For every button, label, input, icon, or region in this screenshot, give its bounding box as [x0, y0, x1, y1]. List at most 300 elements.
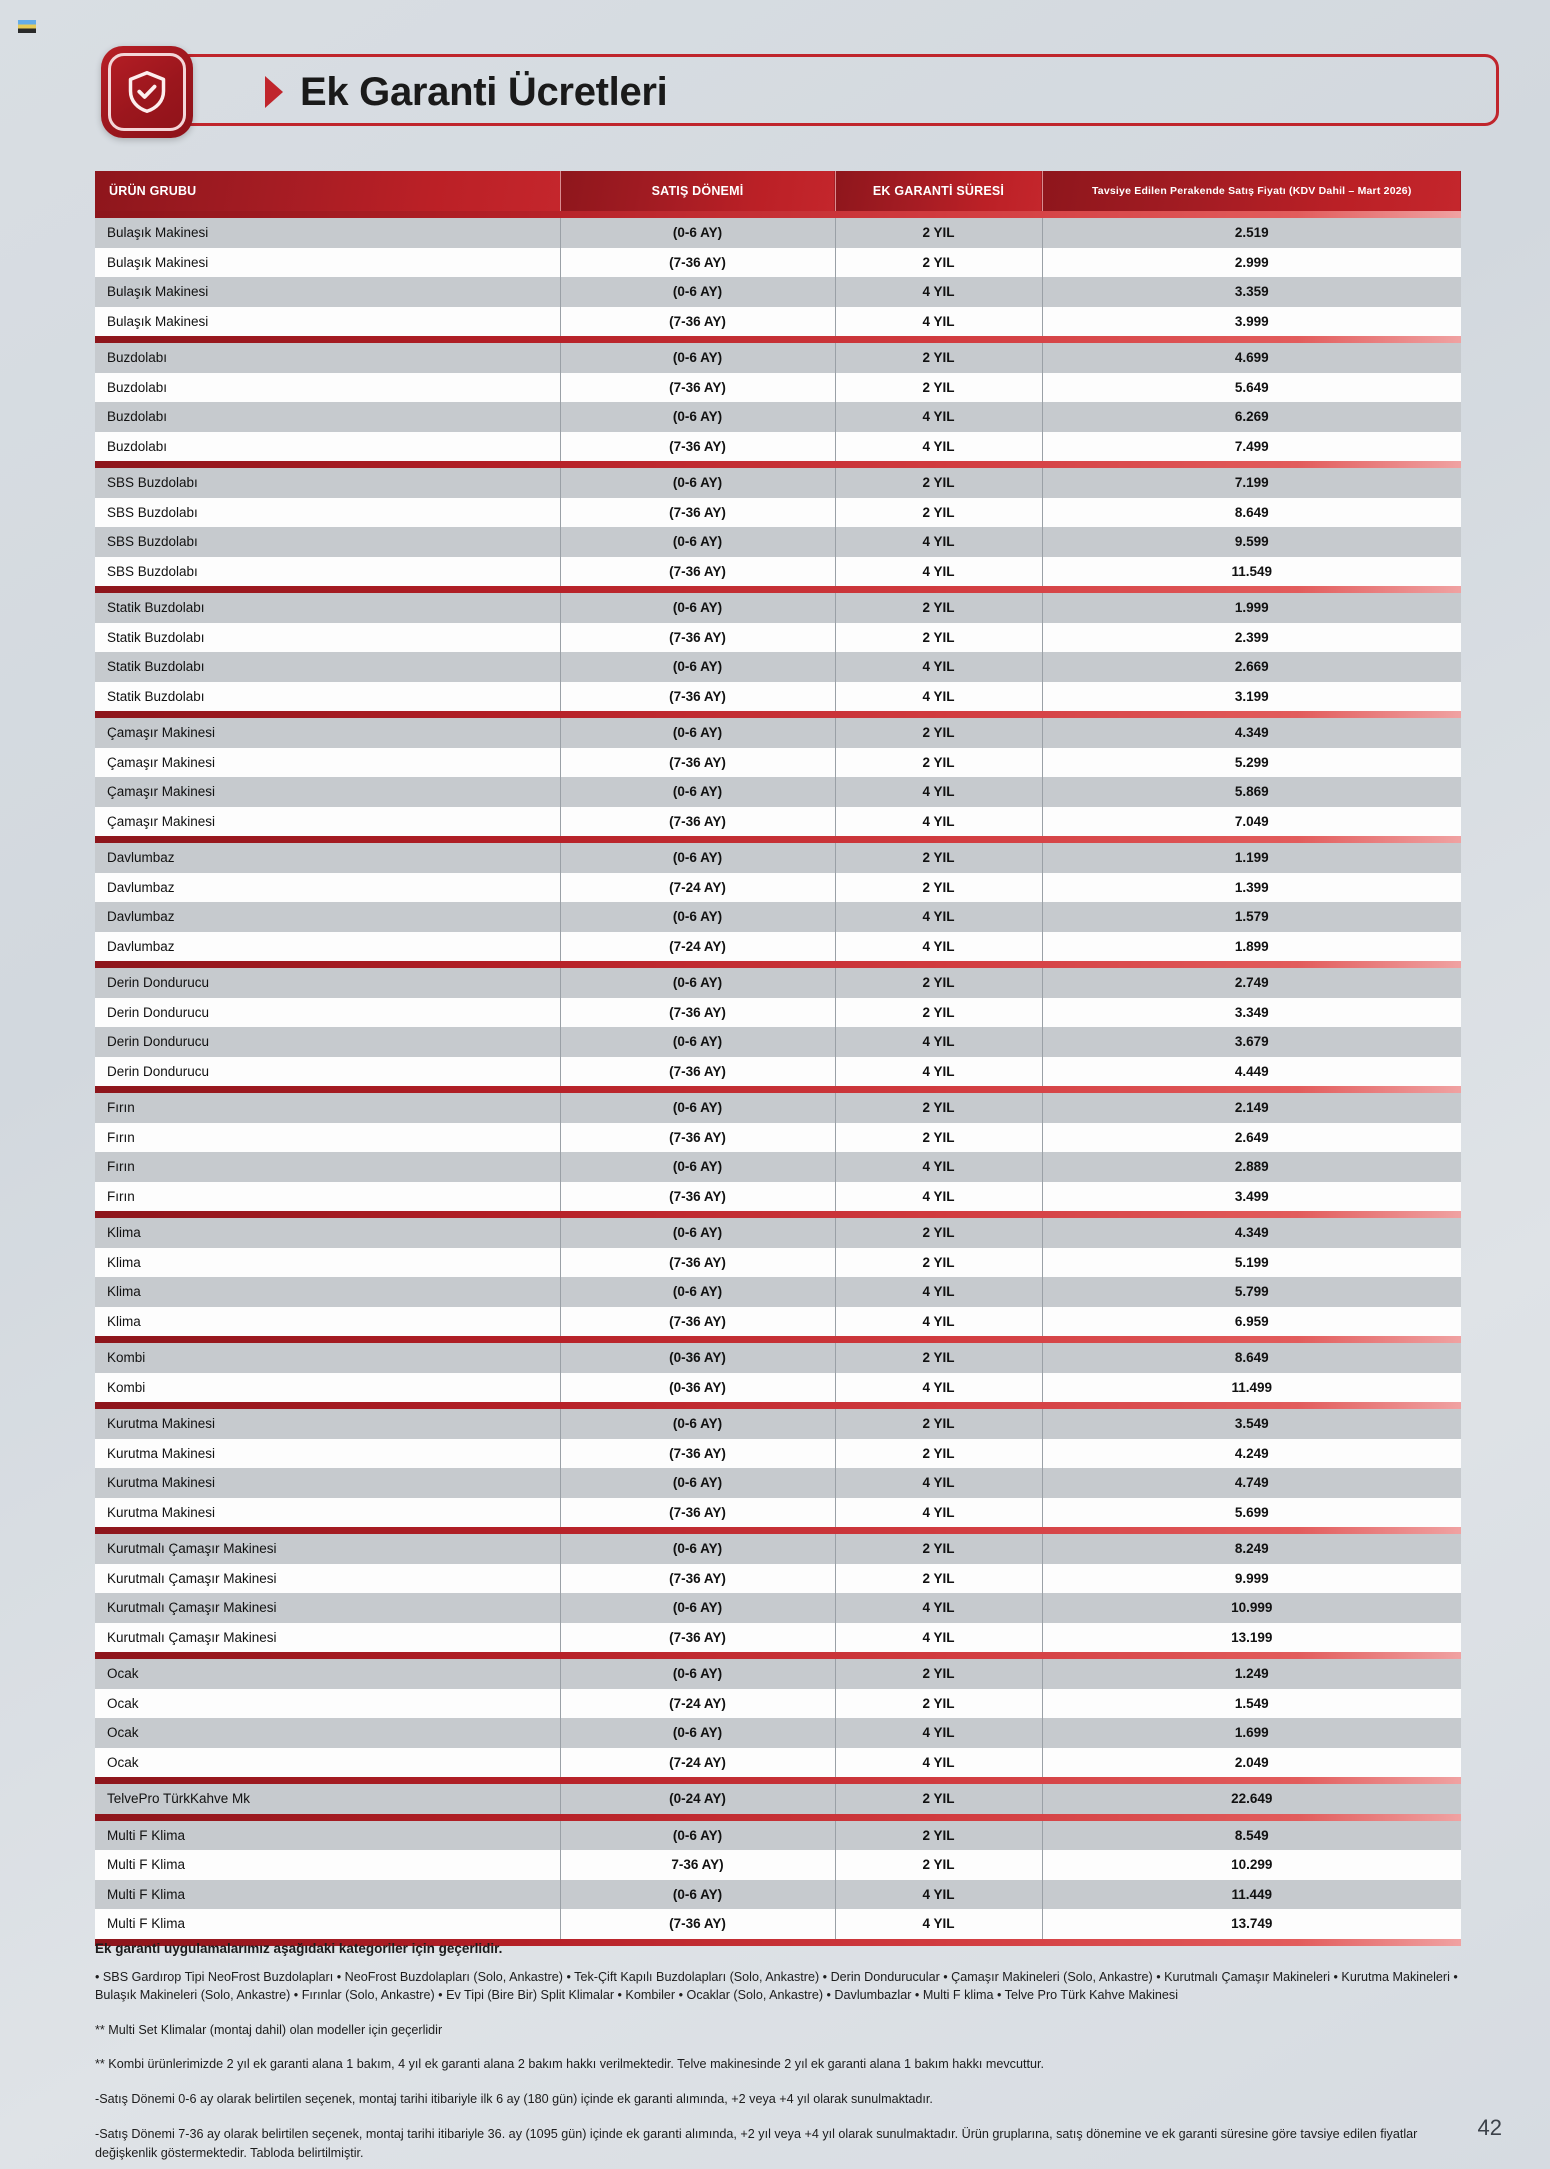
cell-sales-period: (0-6 AY) [560, 1277, 835, 1307]
cell-product-group: Davlumbaz [95, 873, 560, 903]
banner-notch [265, 76, 283, 108]
cell-price: 4.699 [1042, 343, 1461, 373]
cell-warranty-duration: 2 YIL [835, 373, 1042, 403]
cell-price: 10.299 [1042, 1850, 1461, 1880]
cell-warranty-duration: 2 YIL [835, 1409, 1042, 1439]
table-row [95, 1182, 1461, 1212]
cell-product-group: Davlumbaz [95, 932, 560, 962]
group-divider-bar [95, 1402, 1461, 1409]
cell-product-group: Çamaşır Makinesi [95, 748, 560, 778]
cell-product-group: Ocak [95, 1718, 560, 1748]
cell-price: 1.999 [1042, 593, 1461, 623]
cell-product-group: Bulaşık Makinesi [95, 218, 560, 248]
cell-product-group: Buzdolabı [95, 402, 560, 432]
table-row [95, 498, 1461, 528]
table-row [95, 652, 1461, 682]
cell-warranty-duration: 2 YIL [835, 968, 1042, 998]
cell-product-group: Ocak [95, 1659, 560, 1689]
cell-product-group: Kombi [95, 1343, 560, 1373]
cell-price: 4.749 [1042, 1468, 1461, 1498]
cell-product-group: Ocak [95, 1689, 560, 1719]
cell-warranty-duration: 4 YIL [835, 932, 1042, 962]
cell-warranty-duration: 2 YIL [835, 623, 1042, 653]
cell-product-group: Statik Buzdolabı [95, 593, 560, 623]
group-divider-bar [95, 336, 1461, 343]
table-row [95, 1093, 1461, 1123]
cell-product-group: SBS Buzdolabı [95, 557, 560, 587]
cell-warranty-duration: 4 YIL [835, 277, 1042, 307]
cell-product-group: Bulaşık Makinesi [95, 277, 560, 307]
cell-sales-period: (0-6 AY) [560, 1468, 835, 1498]
cell-product-group: Kurutma Makinesi [95, 1409, 560, 1439]
cell-sales-period: (7-24 AY) [560, 1689, 835, 1719]
group-divider [95, 1211, 1461, 1218]
cell-product-group: Kombi [95, 1373, 560, 1403]
cell-price: 8.649 [1042, 1343, 1461, 1373]
cell-price: 3.199 [1042, 682, 1461, 712]
group-divider [95, 586, 1461, 593]
cell-warranty-duration: 2 YIL [835, 1659, 1042, 1689]
cell-sales-period: (7-36 AY) [560, 998, 835, 1028]
group-divider-bar [95, 1086, 1461, 1093]
table-row [95, 1718, 1461, 1748]
cell-sales-period: (0-6 AY) [560, 1718, 835, 1748]
cell-warranty-duration: 2 YIL [835, 1564, 1042, 1594]
cell-product-group: Multi F Klima [95, 1850, 560, 1880]
cell-sales-period: (7-36 AY) [560, 498, 835, 528]
table-row [95, 468, 1461, 498]
cell-warranty-duration: 2 YIL [835, 998, 1042, 1028]
cell-warranty-duration: 2 YIL [835, 593, 1042, 623]
cell-product-group: Statik Buzdolabı [95, 652, 560, 682]
cell-product-group: Davlumbaz [95, 843, 560, 873]
cell-warranty-duration: 4 YIL [835, 1277, 1042, 1307]
cell-price: 2.749 [1042, 968, 1461, 998]
cell-sales-period: (7-36 AY) [560, 1057, 835, 1087]
cell-warranty-duration: 2 YIL [835, 843, 1042, 873]
table-row [95, 1909, 1461, 1939]
cell-price: 7.499 [1042, 432, 1461, 462]
cell-sales-period: (0-6 AY) [560, 593, 835, 623]
table-row [95, 932, 1461, 962]
table-row [95, 432, 1461, 462]
table-row [95, 593, 1461, 623]
cell-sales-period: (0-6 AY) [560, 843, 835, 873]
footnote-note-1: ** Multi Set Klimalar (montaj dahil) olan modeller için geçerlidir [95, 2022, 443, 2037]
cell-sales-period: (7-24 AY) [560, 873, 835, 903]
cell-price: 5.699 [1042, 1498, 1461, 1528]
table-row [95, 1534, 1461, 1564]
cell-warranty-duration: 4 YIL [835, 1182, 1042, 1212]
cell-product-group: Derin Dondurucu [95, 968, 560, 998]
cell-product-group: Fırın [95, 1152, 560, 1182]
cell-sales-period: (0-6 AY) [560, 1659, 835, 1689]
cell-warranty-duration: 4 YIL [835, 402, 1042, 432]
table-row [95, 1409, 1461, 1439]
cell-sales-period: (7-36 AY) [560, 1498, 835, 1528]
table-row [95, 218, 1461, 248]
table-row [95, 998, 1461, 1028]
cell-product-group: Kurutma Makinesi [95, 1468, 560, 1498]
color-calibration-artifact [18, 20, 36, 33]
cell-price: 2.399 [1042, 623, 1461, 653]
cell-price: 11.499 [1042, 1373, 1461, 1403]
cell-price: 4.349 [1042, 1218, 1461, 1248]
cell-product-group: Klima [95, 1218, 560, 1248]
cell-price: 5.799 [1042, 1277, 1461, 1307]
cell-sales-period: (0-36 AY) [560, 1343, 835, 1373]
group-divider-bar [95, 1527, 1461, 1534]
cell-price: 13.749 [1042, 1909, 1461, 1939]
table-header-row [95, 171, 1461, 211]
cell-product-group: Statik Buzdolabı [95, 623, 560, 653]
table-row [95, 343, 1461, 373]
cell-price: 1.579 [1042, 902, 1461, 932]
table-row [95, 1748, 1461, 1778]
cell-price: 1.249 [1042, 1659, 1461, 1689]
footnote-lead: Ek garanti uygulamalarımız aşağıdaki kategoriler için geçerlidir. [95, 1941, 503, 1956]
table-row [95, 248, 1461, 278]
group-divider-bar [95, 711, 1461, 718]
table-row [95, 1343, 1461, 1373]
cell-warranty-duration: 4 YIL [835, 1373, 1042, 1403]
cell-price: 3.999 [1042, 307, 1461, 337]
cell-product-group: Derin Dondurucu [95, 998, 560, 1028]
table-row [95, 682, 1461, 712]
cell-product-group: Çamaşır Makinesi [95, 807, 560, 837]
cell-warranty-duration: 2 YIL [835, 1534, 1042, 1564]
cell-product-group: Fırın [95, 1093, 560, 1123]
table-row [95, 873, 1461, 903]
cell-sales-period: (0-6 AY) [560, 968, 835, 998]
cell-product-group: Davlumbaz [95, 902, 560, 932]
cell-product-group: Kurutma Makinesi [95, 1498, 560, 1528]
cell-warranty-duration: 4 YIL [835, 1152, 1042, 1182]
cell-sales-period: (0-6 AY) [560, 1593, 835, 1623]
cell-warranty-duration: 4 YIL [835, 652, 1042, 682]
table-row [95, 1689, 1461, 1719]
footnote-note-3: -Satış Dönemi 0-6 ay olarak belirtilen seçenek, montaj tarihi itibariyle ilk 6 ay (180 gün) içinde ek garanti alımında, +2 veya +4 yıl olarak sunulmaktadır. [95, 2092, 933, 2107]
cell-price: 1.549 [1042, 1689, 1461, 1719]
cell-warranty-duration: 2 YIL [835, 1821, 1042, 1851]
cell-warranty-duration: 2 YIL [835, 498, 1042, 528]
cell-warranty-duration: 4 YIL [835, 1748, 1042, 1778]
page-number: 42 [1477, 2115, 1502, 2140]
table-row [95, 1152, 1461, 1182]
group-divider [95, 1336, 1461, 1343]
cell-price: 2.649 [1042, 1123, 1461, 1153]
shield-check-icon [101, 46, 193, 138]
footnote-categories: • SBS Gardırop Tipi NeoFrost Buzdolapları • NeoFrost Buzdolapları (Solo, Ankastre) • Tek-Çift Kapılı Buzdolapları (Solo, Ankastre) • Derin Dondurucular • Çamaşır Makineleri (Solo, Ankastre) • Kurutmalı Çamaşır Makineleri • Kurutma Makineleri • Bulaşık Makineleri (Solo, Ankastre) • Fırınlar (Solo, Ankastre) • Ev Tipi (Bire Bir) Split Klimalar • Kombiler • Ocaklar (Solo, Ankastre) • Davlumbazlar • Multi F klima • Telve Pro Türk Kahve Makinesi [95, 1970, 1458, 2003]
footnote-note-4: -Satış Dönemi 7-36 ay olarak belirtilen seçenek, montaj tarihi itibariyle 36. ay (1095 gün) içinde ek garanti alımında, +2 yıl veya +4 yıl olarak sunulmaktadır. Ürün gruplarına, satış dönemine ve ek garanti süresine göre tavsiye edilen fiyatlar değişkenlik göstermektedir. Tabloda belirtilmiştir. [95, 2127, 1418, 2161]
cell-warranty-duration: 2 YIL [835, 1343, 1042, 1373]
cell-sales-period: (0-6 AY) [560, 902, 835, 932]
cell-sales-period: (7-36 AY) [560, 1182, 835, 1212]
cell-warranty-duration: 4 YIL [835, 1027, 1042, 1057]
cell-product-group: Statik Buzdolabı [95, 682, 560, 712]
cell-product-group: Multi F Klima [95, 1821, 560, 1851]
cell-sales-period: (0-6 AY) [560, 527, 835, 557]
cell-product-group: Kurutmalı Çamaşır Makinesi [95, 1593, 560, 1623]
table-row [95, 307, 1461, 337]
cell-price: 3.499 [1042, 1182, 1461, 1212]
cell-product-group: Çamaşır Makinesi [95, 777, 560, 807]
cell-warranty-duration: 4 YIL [835, 1593, 1042, 1623]
cell-price: 8.549 [1042, 1821, 1461, 1851]
cell-price: 1.899 [1042, 932, 1461, 962]
table-row [95, 718, 1461, 748]
cell-price: 22.649 [1042, 1784, 1461, 1814]
table-row [95, 277, 1461, 307]
table-row [95, 623, 1461, 653]
cell-price: 5.299 [1042, 748, 1461, 778]
cell-price: 2.149 [1042, 1093, 1461, 1123]
cell-warranty-duration: 4 YIL [835, 557, 1042, 587]
cell-sales-period: (7-36 AY) [560, 1439, 835, 1469]
cell-product-group: Kurutmalı Çamaşır Makinesi [95, 1623, 560, 1653]
cell-warranty-duration: 2 YIL [835, 218, 1042, 248]
table-row [95, 807, 1461, 837]
group-divider [95, 1777, 1461, 1784]
cell-warranty-duration: 4 YIL [835, 432, 1042, 462]
group-divider-bar [95, 461, 1461, 468]
table-row [95, 527, 1461, 557]
group-divider-bar [95, 1777, 1461, 1784]
cell-warranty-duration: 2 YIL [835, 1248, 1042, 1278]
group-divider-bar [95, 1652, 1461, 1659]
cell-sales-period: (0-6 AY) [560, 1093, 835, 1123]
cell-product-group: Buzdolabı [95, 373, 560, 403]
cell-sales-period: (0-6 AY) [560, 1409, 835, 1439]
cell-product-group: Kurutmalı Çamaşır Makinesi [95, 1564, 560, 1594]
cell-product-group: Multi F Klima [95, 1909, 560, 1939]
cell-price: 3.349 [1042, 998, 1461, 1028]
table-row [95, 1439, 1461, 1469]
cell-sales-period: (0-6 AY) [560, 777, 835, 807]
table-row [95, 402, 1461, 432]
cell-warranty-duration: 2 YIL [835, 1689, 1042, 1719]
table-row [95, 373, 1461, 403]
cell-sales-period: (0-6 AY) [560, 1218, 835, 1248]
cell-price: 8.249 [1042, 1534, 1461, 1564]
cell-sales-period: (7-36 AY) [560, 307, 835, 337]
cell-price: 9.599 [1042, 527, 1461, 557]
cell-sales-period: (0-36 AY) [560, 1373, 835, 1403]
cell-product-group: SBS Buzdolabı [95, 527, 560, 557]
table-row [95, 748, 1461, 778]
column-header-product-group: ÜRÜN GRUBU [95, 171, 560, 211]
group-divider-bar [95, 1336, 1461, 1343]
cell-price: 5.199 [1042, 1248, 1461, 1278]
cell-warranty-duration: 4 YIL [835, 1057, 1042, 1087]
table-row [95, 1850, 1461, 1880]
group-divider-bar [95, 1814, 1461, 1821]
cell-product-group: Derin Dondurucu [95, 1027, 560, 1057]
cell-product-group: SBS Buzdolabı [95, 498, 560, 528]
group-divider-bar [95, 836, 1461, 843]
table-row [95, 1307, 1461, 1337]
cell-price: 11.549 [1042, 557, 1461, 587]
cell-sales-period: (7-24 AY) [560, 932, 835, 962]
cell-warranty-duration: 4 YIL [835, 1498, 1042, 1528]
table-row [95, 1057, 1461, 1087]
cell-product-group: Fırın [95, 1182, 560, 1212]
cell-warranty-duration: 4 YIL [835, 307, 1042, 337]
column-header-recommended-price: Tavsiye Edilen Perakende Satış Fiyatı (KDV Dahil – Mart 2026) [1042, 171, 1461, 211]
cell-sales-period: (7-36 AY) [560, 432, 835, 462]
cell-warranty-duration: 2 YIL [835, 1850, 1042, 1880]
cell-sales-period: 7-36 AY) [560, 1850, 835, 1880]
table-row [95, 1248, 1461, 1278]
cell-product-group: Klima [95, 1248, 560, 1278]
table-body [95, 211, 1461, 1946]
cell-price: 9.999 [1042, 1564, 1461, 1594]
cell-price: 6.959 [1042, 1307, 1461, 1337]
table-row [95, 1821, 1461, 1851]
cell-price: 7.199 [1042, 468, 1461, 498]
cell-sales-period: (0-6 AY) [560, 402, 835, 432]
cell-price: 5.649 [1042, 373, 1461, 403]
page-title-banner [95, 46, 1499, 134]
cell-product-group: Çamaşır Makinesi [95, 718, 560, 748]
cell-sales-period: (0-6 AY) [560, 652, 835, 682]
cell-product-group: Bulaşık Makinesi [95, 248, 560, 278]
cell-sales-period: (0-6 AY) [560, 1534, 835, 1564]
page-title: Ek Garanti Ücretleri [300, 70, 668, 114]
cell-product-group: Buzdolabı [95, 343, 560, 373]
cell-product-group: Derin Dondurucu [95, 1057, 560, 1087]
cell-price: 13.199 [1042, 1623, 1461, 1653]
cell-warranty-duration: 4 YIL [835, 1468, 1042, 1498]
cell-sales-period: (7-36 AY) [560, 1248, 835, 1278]
table-row [95, 1564, 1461, 1594]
cell-sales-period: (7-36 AY) [560, 557, 835, 587]
group-divider [95, 1527, 1461, 1534]
table-row [95, 1784, 1461, 1814]
cell-warranty-duration: 4 YIL [835, 807, 1042, 837]
cell-sales-period: (0-6 AY) [560, 277, 835, 307]
cell-sales-period: (0-6 AY) [560, 468, 835, 498]
cell-sales-period: (7-36 AY) [560, 623, 835, 653]
cell-warranty-duration: 2 YIL [835, 748, 1042, 778]
cell-price: 2.669 [1042, 652, 1461, 682]
cell-price: 5.869 [1042, 777, 1461, 807]
cell-product-group: Kurutma Makinesi [95, 1439, 560, 1469]
cell-price: 4.349 [1042, 718, 1461, 748]
cell-price: 1.399 [1042, 873, 1461, 903]
group-divider [95, 1814, 1461, 1821]
cell-sales-period: (7-36 AY) [560, 1623, 835, 1653]
column-header-sales-period: SATIŞ DÖNEMİ [560, 171, 835, 211]
cell-warranty-duration: 4 YIL [835, 527, 1042, 557]
cell-sales-period: (7-36 AY) [560, 1123, 835, 1153]
table-header [95, 171, 1461, 211]
cell-price: 3.679 [1042, 1027, 1461, 1057]
cell-warranty-duration: 4 YIL [835, 1880, 1042, 1910]
cell-sales-period: (0-6 AY) [560, 218, 835, 248]
table-row [95, 1498, 1461, 1528]
table-row [95, 968, 1461, 998]
cell-sales-period: (0-6 AY) [560, 1880, 835, 1910]
cell-sales-period: (7-36 AY) [560, 1909, 835, 1939]
cell-price: 11.449 [1042, 1880, 1461, 1910]
cell-product-group: TelvePro TürkKahve Mk [95, 1784, 560, 1814]
cell-price: 1.699 [1042, 1718, 1461, 1748]
footnote-note-2: ** Kombi ürünlerimizde 2 yıl ek garanti alana 1 bakım, 4 yıl ek garanti alana 2 bakım hakkı verilmektedir. Telve makinesinde 2 yıl ek garanti alana 1 bakım hakkı mevcuttur. [95, 2057, 1044, 2072]
group-divider-bar [95, 586, 1461, 593]
table-row [95, 1373, 1461, 1403]
cell-warranty-duration: 2 YIL [835, 873, 1042, 903]
group-divider [95, 1402, 1461, 1409]
group-divider-bar [95, 961, 1461, 968]
cell-product-group: Kurutmalı Çamaşır Makinesi [95, 1534, 560, 1564]
cell-warranty-duration: 4 YIL [835, 1909, 1042, 1939]
cell-price: 3.359 [1042, 277, 1461, 307]
group-divider [95, 961, 1461, 968]
group-divider [95, 836, 1461, 843]
cell-sales-period: (0-24 AY) [560, 1784, 835, 1814]
table-row [95, 1468, 1461, 1498]
table-row [95, 1593, 1461, 1623]
group-divider-bar [95, 1211, 1461, 1218]
cell-sales-period: (7-36 AY) [560, 682, 835, 712]
cell-sales-period: (7-36 AY) [560, 248, 835, 278]
cell-product-group: Bulaşık Makinesi [95, 307, 560, 337]
cell-warranty-duration: 4 YIL [835, 902, 1042, 932]
cell-sales-period: (0-6 AY) [560, 718, 835, 748]
cell-sales-period: (7-24 AY) [560, 1748, 835, 1778]
cell-price: 4.249 [1042, 1439, 1461, 1469]
table-row [95, 1277, 1461, 1307]
cell-warranty-duration: 4 YIL [835, 1307, 1042, 1337]
cell-warranty-duration: 2 YIL [835, 718, 1042, 748]
cell-product-group: Fırın [95, 1123, 560, 1153]
cell-sales-period: (7-36 AY) [560, 373, 835, 403]
cell-product-group: Ocak [95, 1748, 560, 1778]
cell-price: 10.999 [1042, 1593, 1461, 1623]
cell-sales-period: (7-36 AY) [560, 1564, 835, 1594]
cell-price: 3.549 [1042, 1409, 1461, 1439]
table-row [95, 557, 1461, 587]
cell-price: 4.449 [1042, 1057, 1461, 1087]
group-divider-bar [95, 211, 1461, 218]
cell-sales-period: (0-6 AY) [560, 1027, 835, 1057]
cell-sales-period: (7-36 AY) [560, 807, 835, 837]
table-row [95, 1623, 1461, 1653]
cell-warranty-duration: 2 YIL [835, 1784, 1042, 1814]
group-divider [95, 711, 1461, 718]
cell-warranty-duration: 2 YIL [835, 343, 1042, 373]
group-divider [95, 336, 1461, 343]
cell-price: 2.049 [1042, 1748, 1461, 1778]
cell-product-group: Klima [95, 1277, 560, 1307]
cell-sales-period: (7-36 AY) [560, 748, 835, 778]
column-header-warranty-duration: EK GARANTİ SÜRESİ [835, 171, 1042, 211]
cell-warranty-duration: 2 YIL [835, 248, 1042, 278]
table-row [95, 1218, 1461, 1248]
cell-warranty-duration: 4 YIL [835, 682, 1042, 712]
cell-price: 2.889 [1042, 1152, 1461, 1182]
table-row [95, 1880, 1461, 1910]
cell-warranty-duration: 4 YIL [835, 1718, 1042, 1748]
footnotes-section [95, 1941, 1463, 2169]
fees-table-container [95, 171, 1461, 1946]
table-row [95, 1027, 1461, 1057]
cell-price: 2.519 [1042, 218, 1461, 248]
cell-price: 7.049 [1042, 807, 1461, 837]
table-row [95, 902, 1461, 932]
cell-product-group: SBS Buzdolabı [95, 468, 560, 498]
